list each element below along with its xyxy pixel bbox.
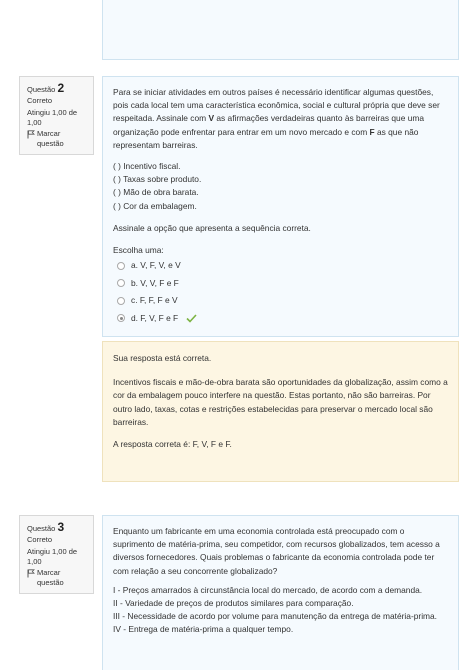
flag-question-3[interactable]: Marcar questão: [27, 568, 86, 588]
question-2-info: [19, 76, 94, 155]
radio-button[interactable]: [117, 297, 125, 305]
checkmark-icon: [186, 314, 197, 323]
problem-item: III - Necessidade de acordo por volume para manutenção da entrega de matéria-prima.: [113, 611, 438, 622]
statement-item: ( ) Taxas sobre produto.: [113, 174, 202, 185]
question-3-info: [19, 515, 94, 594]
statement-item: ( ) Incentivo fiscal.: [113, 161, 181, 172]
answer-option-a[interactable]: a. V, F, V, e V: [113, 257, 448, 275]
problem-list: [113, 584, 448, 637]
flag-icon: [27, 130, 35, 139]
feedback-correct-message: Sua resposta está correta.: [113, 353, 212, 363]
statement-item: ( ) Cor da embalagem.: [113, 200, 197, 211]
statement-list: [113, 160, 448, 213]
problem-item: II - Variedade de preços de produtos similares para comparação.: [113, 598, 354, 609]
question-2-number: Questão 2: [27, 81, 65, 95]
previous-question-content: [102, 0, 459, 60]
question-2-prompt: Para se iniciar atividades em outros países é necessário identificar algumas questões, pois cada local tem uma característica econômica, social e cultural própria que deve ser respeitada. Assinale com V as afirmações verdadeiras quanto às barreiras que uma organização pode enfrentar para entrar em um novo mercado e com F as que não representam barreiras.: [113, 87, 440, 150]
question-3-status: Correto: [27, 535, 53, 544]
question-2-grade: Atingiu 1,00 de 1,00: [27, 108, 78, 127]
answer-option-b[interactable]: b. V, V, F e F: [113, 275, 448, 293]
statement-item: ( ) Mão de obra barata.: [113, 187, 199, 198]
problem-item: IV - Entrega de matéria-prima a qualquer tempo.: [113, 624, 294, 635]
question-2-content: [102, 76, 459, 337]
question-2-status: Correto: [27, 96, 53, 105]
question-3-content: [102, 515, 459, 670]
flag-icon: [27, 569, 35, 578]
question-3-grade: Atingiu 1,00 de 1,00: [27, 547, 78, 566]
question-3-number: Questão 3: [27, 520, 65, 534]
answer-options: [113, 257, 448, 327]
answer-option-c[interactable]: c. F, F, F e V: [113, 292, 448, 310]
question-2-feedback: [102, 341, 459, 482]
question-3-prompt: Enquanto um fabricante em uma economia controlada está preocupado com o suprimento de matéria-prima, seu competidor, com recursos globalizados, tem acesso a diversos fornecedores. Quais problemas o fabricante da economia controlada pode ter com relação a seu concorrente globalizado?: [113, 526, 440, 576]
radio-button[interactable]: [117, 262, 125, 270]
feedback-right-answer: A resposta correta é: F, V, F e F.: [113, 439, 232, 450]
feedback-explanation: Incentivos fiscais e mão-de-obra barata são oportunidades da globalização, assim como a cor da embalagem pouco interfere na questão. Estas portanto, não são barreiras. Por outro lado, taxas, cotas e restrições estabelecidas para preservar o mercado local são barreiras.: [113, 377, 448, 427]
radio-button[interactable]: [117, 279, 125, 287]
problem-item: I - Preços amarrados à circunstância local do mercado, de acordo com a demanda.: [113, 584, 423, 595]
question-2-instruction: Assinale a opção que apresenta a sequência correta.: [113, 222, 311, 233]
choose-label: Escolha uma:: [113, 245, 164, 256]
answer-option-d[interactable]: d. F, V, F e F: [113, 310, 448, 328]
radio-button-selected[interactable]: [117, 314, 125, 322]
flag-question-2[interactable]: Marcar questão: [27, 129, 86, 149]
